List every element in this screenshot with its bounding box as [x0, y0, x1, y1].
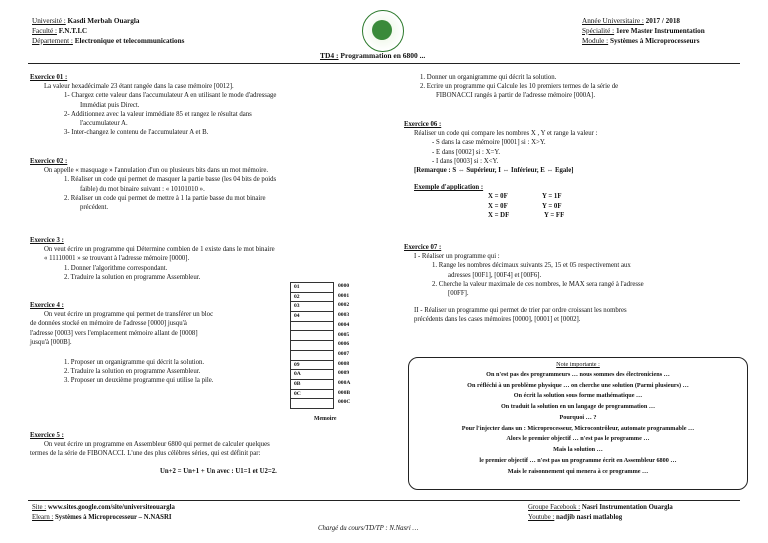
- note-line: On n'est pas des programmeurs … nous sommes des électroniciens …: [486, 370, 670, 378]
- module-line: Module : Systèmes à Microprocesseurs: [582, 37, 700, 45]
- memory-address: 000A: [338, 380, 351, 387]
- memory-cell: [291, 322, 333, 332]
- note-line: Mais le raisonnement qui menera à ce programme …: [507, 467, 649, 475]
- note-line: Alors le premier objectif … n'est pas le programme …: [506, 435, 650, 443]
- memory-address: 0007: [338, 350, 350, 357]
- example-title: Exemple d'application :: [414, 184, 484, 192]
- memory-cell: 04: [291, 312, 333, 322]
- memory-table: [290, 282, 334, 409]
- exercise-1: Exercice 01 : La valeur hexadécimale 23 étant rangée dans la case mémoire [0012]. 1- Chargez cette valeur dans l'accumulateur A en utilisant le mode d'adressage Immédiat puis Direct. 2- Additionnez avec la valeur immédiate 85 et rangez le résultat dans l'accumulateur A. 3- Inter-changez le contenu de l'accumulateur A et B.: [30, 73, 390, 137]
- facebook-line: Groupe Facebook : Nasri Instrumentation Ouargla: [528, 504, 673, 511]
- td-title: TD4 : Programmation en 6800 ...: [320, 51, 426, 60]
- memory-address: 0001: [338, 292, 350, 299]
- youtube-line: Youtube : nadjib nasri matlablog: [528, 514, 623, 521]
- fibonacci-formula: Un+2 = Un+1 + Un avec : U1=1 et U2=2.: [160, 467, 277, 475]
- faculty-line: Faculté : F.N.T.I.C: [32, 27, 88, 35]
- exercise-3-title: Exercice 3 :: [30, 237, 64, 244]
- example-row: X = 0F Y = 1F: [488, 193, 562, 201]
- memory-cell: [291, 351, 333, 361]
- exercise-3: Exercice 3 : On veut écrire un programme qui Détermine combien de 1 existe dans le mot binaire « 11110001 » se trouvant à l'adresse mémoire [0000]. 1. Donner l'algorithme correspondant. 2. Traduire la solution en programme Assembleur.: [30, 236, 390, 282]
- important-note-box: [408, 357, 748, 490]
- exercise-2-title: Exercice 02 :: [30, 158, 68, 165]
- memory-caption: Memoire: [314, 416, 337, 422]
- memory-cell: 0A: [291, 370, 333, 380]
- note-line: le premier objectif … n'est pas un programme écrit en Assembleur 6800 …: [479, 456, 677, 464]
- exercise-7: Exercice 07 : I - Réaliser un programme qui : 1. Range les nombres décimaux suivants 25, 15 et 05 respectivement aux adresses [00F1], [00F4] et [00F6]. 2. Cherche la valeur maximale de ces nombres, le MAX sera rangé à l'adresse [00FF]. II - Réaliser un programme qui permet de trier par ordre croissant les nombres précédents dans les cases mémoires [0000], [0001] et [0002].: [404, 243, 749, 325]
- exercise-7-title: Exercice 07 :: [404, 244, 442, 251]
- memory-cell: 03: [291, 302, 333, 312]
- note-line: Mais la solution …: [553, 446, 603, 453]
- footer-right: [528, 503, 673, 523]
- footer-left: [32, 503, 175, 523]
- youtube-link[interactable]: nadjib nasri matlablog: [556, 514, 623, 521]
- facebook-link[interactable]: Nasri Instrumentation Ouargla: [581, 504, 673, 511]
- exercise-6: Exercice 06 : Réaliser un code qui compare les nombres X , Y et range la valeur : - S dans la case mémoire [0001] si : X>Y. - E dans [0002] si : X=Y. - I dans [0003] si : X<Y. [Remarque : S ⇔ Supérieur, I ⇔ Inférieur, E ⇔ Egale] Exemple d'application : X = 0F Y = 1F X = 0F Y = 0F X = DF Y = FF: [404, 120, 749, 220]
- memory-address: 0006: [338, 341, 350, 348]
- memory-cell: 01: [291, 283, 333, 293]
- note-line: On réfléchi à un problème physique … on cherche une solution (Parmi plusieurs) …: [467, 381, 689, 389]
- charge-line: Chargé du cours/TD/TP : N.Nasri …: [318, 525, 419, 532]
- memory-cell: 09: [291, 361, 333, 371]
- exercise-1-title: Exercice 01 :: [30, 74, 68, 81]
- memory-address: 0008: [338, 360, 350, 367]
- exercise-5: Exercice 5 : On veut écrire un programme en Assembleur 6800 qui permet de calculer quelques termes de la série de FIBONACCI. L'une des plus célèbres séries, qui est définit par: Un+2 = Un+1 + Un avec : U1=1 et U2=2.: [30, 431, 390, 476]
- memory-address: 0000: [338, 283, 350, 289]
- memory-address: 0002: [338, 302, 350, 309]
- site-line: Site : www.sites.google.com/site/universiteouargla: [32, 504, 175, 511]
- department-line: Département : Electronique et telecommunications: [32, 37, 185, 45]
- note-line: On traduit la solution en un langage de programmation …: [500, 403, 656, 410]
- year-line: Année Universitaire : 2017 / 2018: [582, 17, 681, 25]
- exercise-2: Exercice 02 : On appelle « masquage » l'annulation d'un ou plusieurs bits dans un mot mémoire. 1. Réaliser un code qui permet de masquer la partie basse (les 04 bits de poids faible) du mot binaire suivant : « 10101010 ». 2. Réaliser un code qui permet de mettre à 1 la partie basse du mot binaire précédent.: [30, 157, 390, 212]
- memory-cell: 0C: [291, 390, 333, 400]
- memory-address: 0003: [338, 312, 350, 319]
- exercise-4-title: Exercice 4 :: [30, 302, 64, 309]
- note-title: Note importante :: [556, 361, 600, 368]
- memory-address: 000B: [338, 389, 351, 396]
- elearn-line: Elearn : Systèmes à Microprocesseur – N.NASRI: [32, 514, 172, 521]
- memory-address: 000C: [338, 399, 351, 406]
- header-divider: [28, 63, 740, 64]
- footer-divider: [28, 500, 740, 501]
- example-row: X = DF Y = FF: [488, 211, 565, 219]
- memory-cell: [291, 331, 333, 341]
- memory-cell: 0B: [291, 380, 333, 390]
- site-link[interactable]: www.sites.google.com/site/universiteouargla: [47, 504, 175, 511]
- memory-addresses: [338, 282, 350, 408]
- example-row: X = 0F Y = 0F: [488, 202, 562, 210]
- note-line: Pour l'injecter dans un : Microprocesseur, Microcontrôleur, automate programmable …: [461, 424, 695, 432]
- header-right: [582, 16, 705, 46]
- exercise-5-continued: 1. Donner un organigramme qui décrit la solution. 2. Ecrire un programme qui Calcule les 10 premiers termes de la série de FIBONACCI rangés à partir de l'adresse mémoire [000A].: [420, 74, 619, 100]
- memory-cell: [291, 341, 333, 351]
- exercise-4: Exercice 4 : On veut écrire un programme qui permet de transférer un bloc de données stocké en mémoire de l'adresse [0000] jusqu'à l'adresse [0003] vers l'emplacement mémoire allant de [0008] jusqu'à [000B]. 1. Proposer un organigramme qui décrit la solution. 2. Traduire la solution en programme Assembleur. 3. Proposer un deuxième programme qui utilise la pile.: [30, 301, 292, 386]
- remark: [Remarque : S ⇔ Supérieur, I ⇔ Inférieur, E ⇔ Egale]: [414, 167, 574, 175]
- memory-cell: 02: [291, 293, 333, 303]
- header-left: [32, 16, 184, 46]
- note-line: On écrit la solution sous forme mathématique …: [513, 392, 643, 400]
- university-logo-center: [372, 20, 392, 40]
- memory-address: 0005: [338, 331, 350, 338]
- note-line: Pourquoi … ?: [559, 413, 597, 421]
- exercise-6-title: Exercice 06 :: [404, 121, 442, 128]
- memory-cell: [291, 399, 333, 409]
- university-line: Université : Kasdi Merbah Ouargla: [32, 17, 140, 25]
- memory-address: 0009: [338, 370, 350, 377]
- speciality-line: Spécialité : 1ere Master Instrumentation: [582, 27, 705, 35]
- exercise-5-title: Exercice 5 :: [30, 432, 64, 439]
- memory-address: 0004: [338, 321, 350, 328]
